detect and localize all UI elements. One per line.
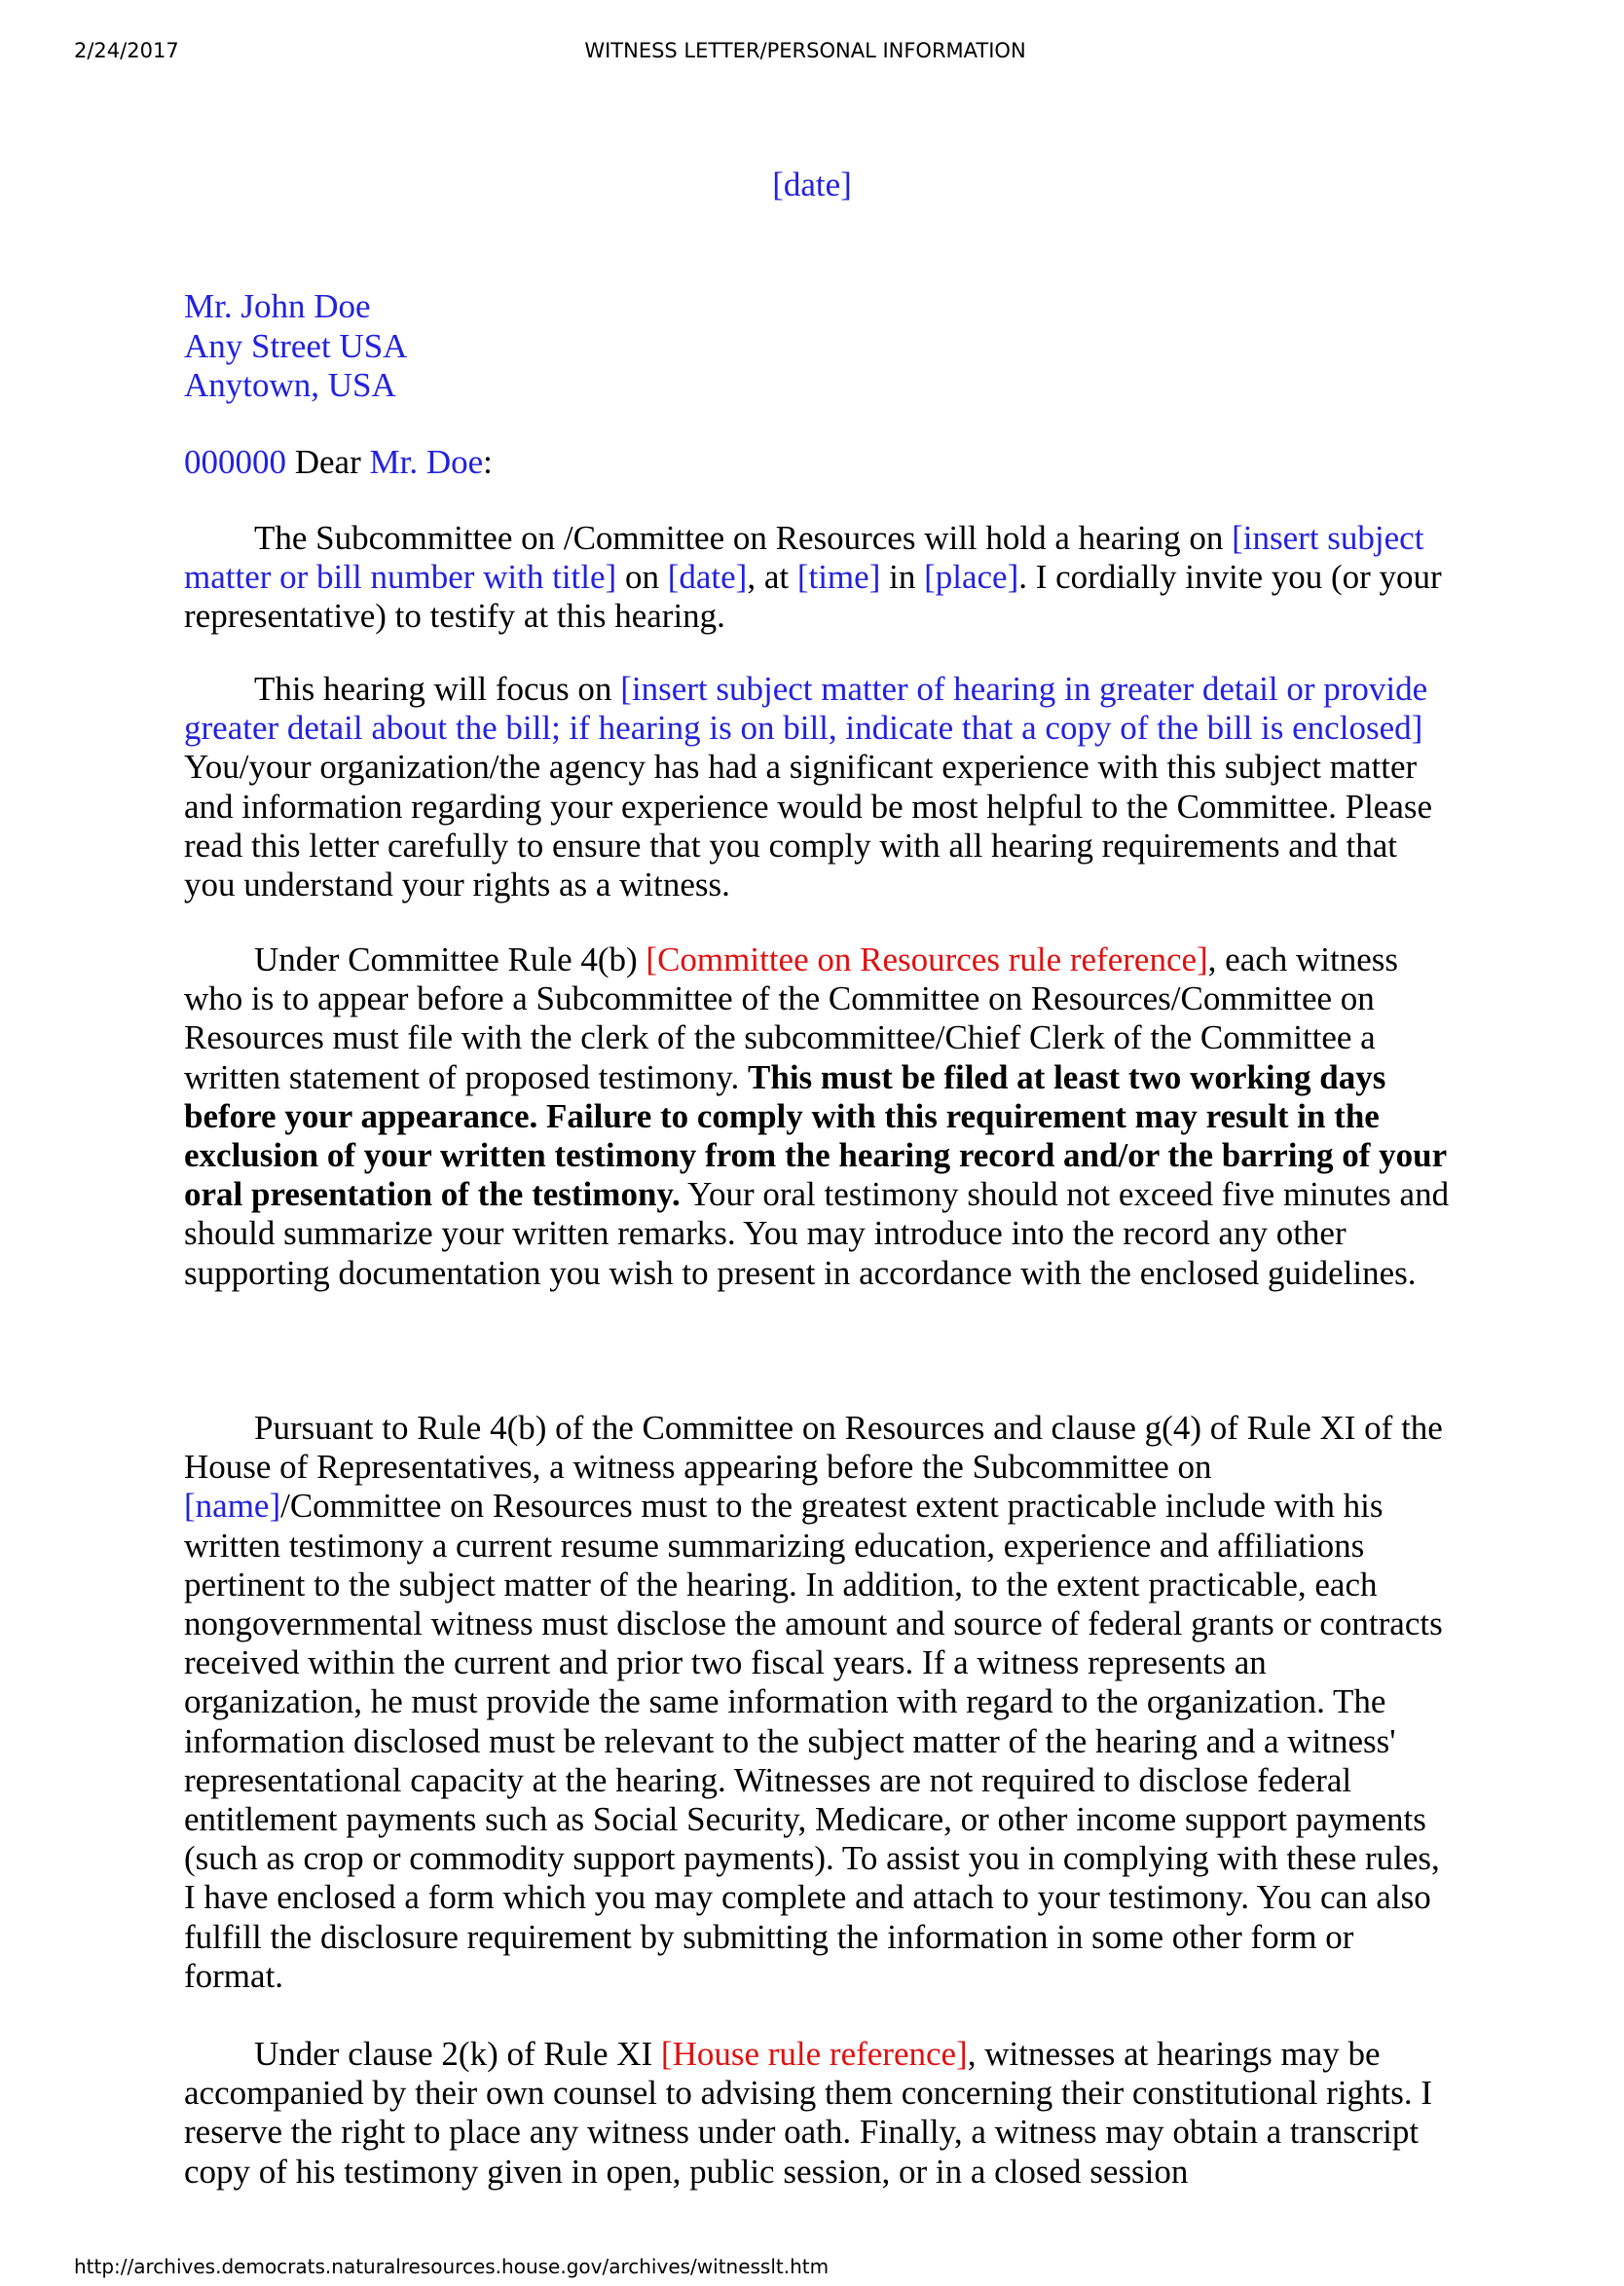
placeholder-place: [place] xyxy=(924,558,1019,597)
placeholder-subject: [insert subject matter or bill number with title] xyxy=(184,519,1424,597)
salutation-colon: : xyxy=(483,443,493,481)
print-footer-url: http://archives.democrats.naturalresources.house.gov/archives/witnesslt.htm xyxy=(74,2255,830,2278)
placeholder-focus: [insert subject matter of hearing in greater detail or provide greater detail about the bill; if hearing is on bill, indicate that a copy of the bill is enclosed] xyxy=(184,670,1428,748)
recipient-name: Mr. John Doe xyxy=(184,287,371,325)
salutation xyxy=(184,443,1450,482)
paragraph-disclosure xyxy=(184,1409,1450,1996)
salutation-name: Mr. Doe xyxy=(369,443,484,481)
paragraph-hearing-invite xyxy=(184,519,1450,637)
paragraph-written-statement xyxy=(184,940,1450,1293)
p1-text-5: . I cordially invite you (or your representative) to testify at this hearing. xyxy=(184,558,1442,636)
placeholder-name: [name] xyxy=(184,1487,281,1526)
p3-text-3: Your oral testimony should not exceed five minutes and should summarize your written remarks. You may introduce into the record any other supporting documentation you wish to present in accordance with the enclosed guidelines. xyxy=(184,1175,1450,1292)
print-date: 2/24/2017 xyxy=(74,39,179,62)
p2-text-2: You/your organization/the agency has had a significant experience with this subject matter and information regarding your experience would be most helpful to the Committee. Please read this letter carefully to ensure that you comply with all hearing requirements and that you understand your rights as a witness. xyxy=(184,748,1433,904)
paragraph-counsel xyxy=(184,2035,1450,2192)
placeholder-date: [date] xyxy=(667,558,748,597)
p1-text-4: in xyxy=(880,558,925,597)
p1-text-3: , at xyxy=(747,558,797,597)
p4-text-2: /Committee on Resources must to the greatest extent practicable include with his written testimony a current resume summarizing education, experience and affiliations pertinent to the subject matter of the hearing. In addition, to the extent practicable, each nongovernmental witness must disclose the amount and source of federal grants or contracts received within the current and prior two fiscal years. If a witness represents an organization, he must provide the same information with regard to the organization. The information disclosed must be relevant to the subject matter of the hearing and a witness' representational capacity at the hearing. Witnesses are not required to disclose federal entitlement payments such as Social Security, Medicare, or other income support payments (such as crop or commodity support payments). To assist you in complying with these rules, I have enclosed a form which you may complete and attach to your testimony. You can also fulfill the disclosure requirement by submitting the information in some other form or format. xyxy=(184,1487,1443,1995)
print-title: WITNESS LETTER/PERSONAL INFORMATION xyxy=(584,39,1026,62)
p4-text-1: Pursuant to Rule 4(b) of the Committee on Resources and clause g(4) of Rule XI of the House of Representatives, a witness appearing before the Subcommittee on xyxy=(184,1409,1443,1487)
p3-text-2: , each witness who is to appear before a Subcommittee of the Committee on Resources/Committee on Resources must file with the clerk of the subcommittee/Chief Clerk of the Committee a written statement of proposed testimony. xyxy=(184,940,1399,1096)
recipient-city: Anytown, USA xyxy=(184,366,396,404)
paragraph-hearing-focus xyxy=(184,670,1450,904)
p2-text-1: This hearing will focus on xyxy=(254,670,621,708)
p1-text-1: The Subcommittee on /Committee on Resources will hold a hearing on xyxy=(254,519,1233,557)
p5-text-1: Under clause 2(k) of Rule XI xyxy=(254,2035,661,2073)
p3-text-1: Under Committee Rule 4(b) xyxy=(254,940,646,978)
recipient-street: Any Street USA xyxy=(184,326,408,365)
letter-date: [date] xyxy=(772,166,852,203)
p1-text-2: on xyxy=(616,558,668,597)
recipient-address xyxy=(184,287,1450,406)
filing-requirement-warning: This must be filed at least two working days before your appearance. Failure to comply with this requirement may result in the exclusion of your written testimony from the hearing record and/or the barring of your oral presentation of the testimony. xyxy=(184,1057,1447,1214)
house-rule-reference: [House rule reference] xyxy=(660,2035,968,2073)
p5-text-2: , witnesses at hearings may be accompanied by their own counsel to advising them concerning their constitutional rights. I reserve the right to place any witness under oath. Finally, a witness may obtain a transcript copy of his testimony given in open, public session, or in a closed session xyxy=(184,2035,1433,2191)
placeholder-time: [time] xyxy=(796,558,881,597)
salutation-zip: 000000 xyxy=(184,443,286,481)
salutation-dear: Dear xyxy=(286,443,370,481)
committee-rule-reference: [Committee on Resources rule reference] xyxy=(646,940,1208,978)
